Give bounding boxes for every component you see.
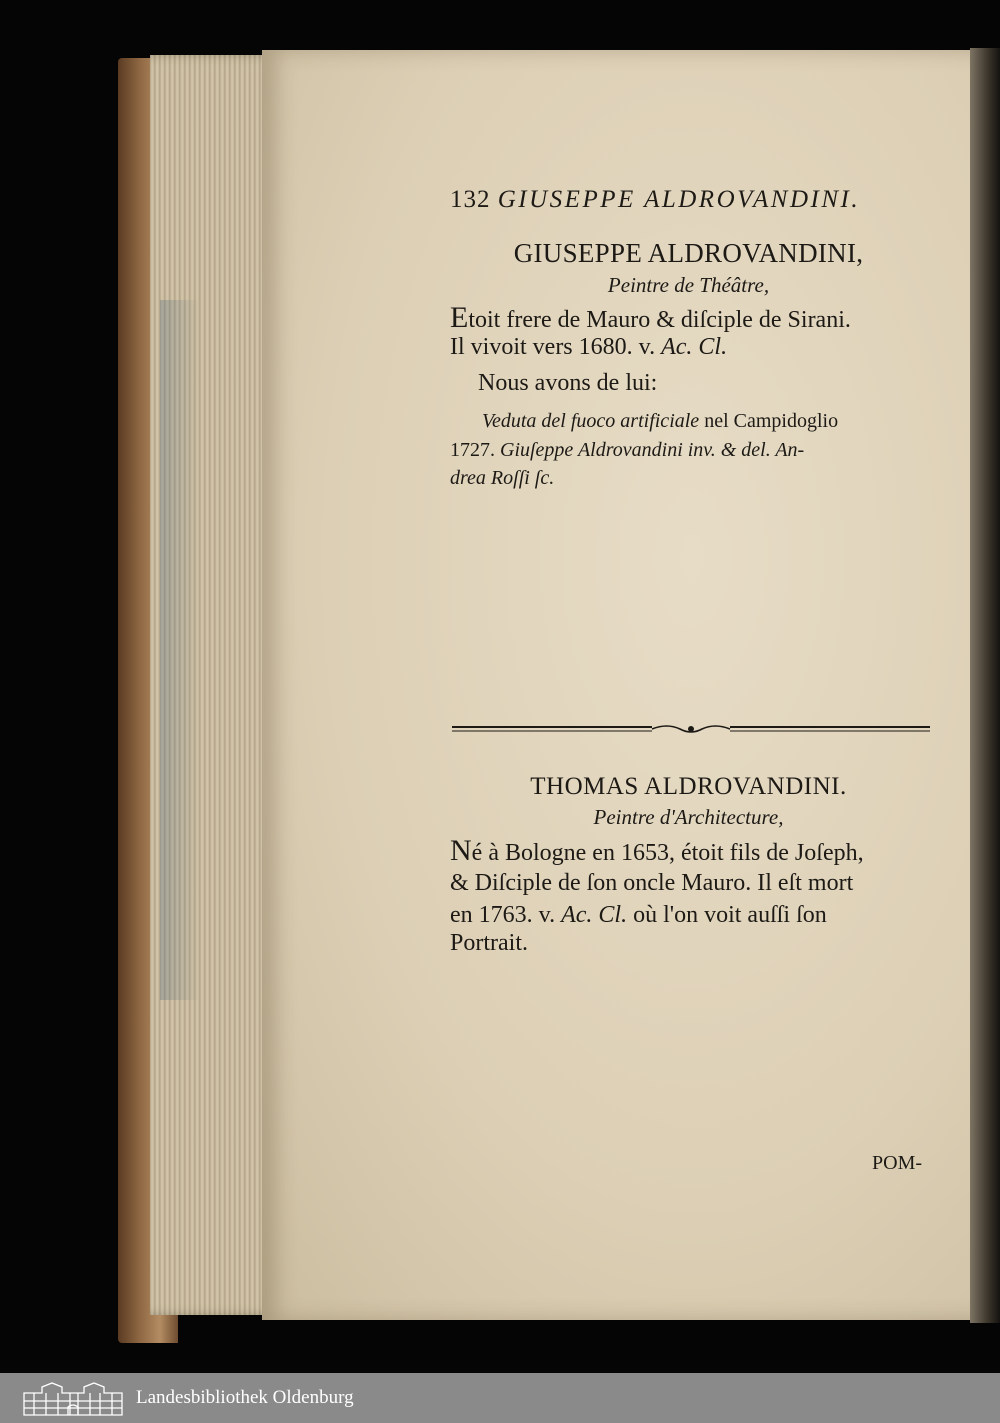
running-header [450,186,860,214]
entry-paragraph-line: en 1763. v. Ac. Cl. où l'on voit auſſi ſon [450,902,827,928]
entry-paragraph-line: & Diſciple de ſon oncle Mauro. Il eſt mort [450,870,854,896]
entry-title: THOMAS ALDROVANDINI. [530,773,847,800]
entry-paragraph-line: Il vivoit vers 1680. v. Ac. Cl. [450,334,728,360]
entry-paragraph-line: Portrait. [450,930,528,956]
library-name: Landesbibliothek Oldenburg [136,1387,354,1408]
entry-title: GIUSEPPE ALDROVANDINI, [513,238,864,268]
catchword: POM- [872,1152,923,1174]
ornamental-divider [452,722,930,736]
works-line: 1727. Giuſeppe Aldrovandini inv. & del. An- [450,439,805,461]
page-stack-shadow [160,300,200,1000]
library-building-icon [22,1379,124,1417]
entry-subtitle: Peintre de Théâtre, [607,273,770,297]
library-footer-bar [0,1373,1000,1423]
entry-paragraph-line: Nous avons de lui: [478,370,658,396]
entry-paragraph-line: Né à Bologne en 1653, étoit fils de Joſeph, [450,834,864,867]
gutter-edge [970,48,1000,1323]
running-title: GIUSEPPE ALDROVANDINI. [497,186,861,213]
entry-subtitle: Peintre d'Architecture, [593,805,784,829]
works-line: Veduta del fuoco artificiale nel Campidoglio [482,410,839,432]
works-line: drea Roſſi ſc. [450,467,555,489]
entry-paragraph-line: Etoit frere de Mauro & diſciple de Sirani. [450,301,851,334]
page-number: 132 [450,186,491,213]
drop-initial: N [450,834,472,867]
drop-initial: E [450,301,469,334]
